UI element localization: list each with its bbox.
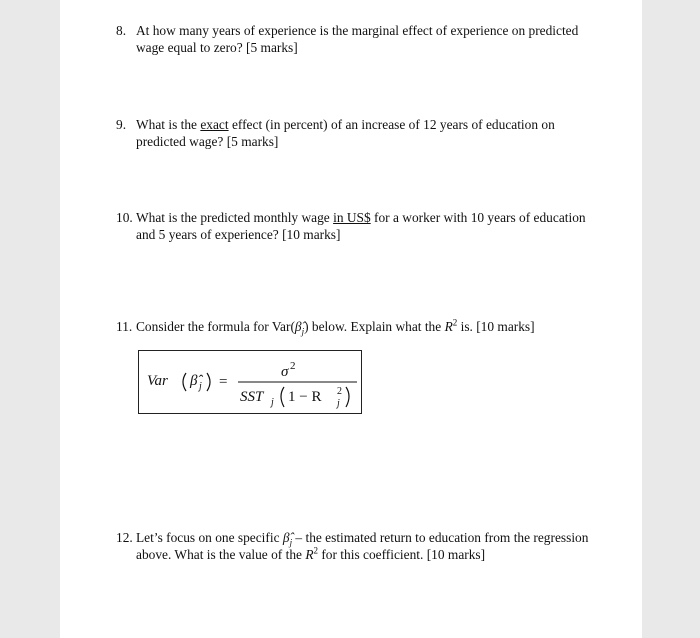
subscript-j: j	[301, 326, 305, 337]
text-part: ) below. Explain what the	[304, 319, 445, 334]
beta-hat-symbol: β̂	[282, 530, 290, 545]
question-line: predicted wage? [5 marks]	[136, 134, 279, 149]
question-number: 11.	[116, 319, 133, 334]
text-part: Consider the formula for Var(	[136, 319, 295, 334]
beta-hat-symbol: β̂	[294, 319, 302, 334]
question-line: At how many years of experience is the marginal effect of experience on predicted	[136, 23, 579, 38]
text-part: effect (in percent) of an increase of 12 years of education on	[228, 117, 555, 132]
question-line	[116, 209, 606, 226]
denom-right-paren	[346, 387, 349, 407]
formula-beta-sub: j	[199, 381, 202, 392]
question-number: 9.	[116, 117, 127, 132]
equals-sign: =	[219, 374, 228, 390]
question-8	[116, 22, 606, 56]
sigma-sup: 2	[290, 360, 296, 372]
text-part: What is the predicted monthly wage	[136, 210, 334, 225]
formula-beta: β̂	[190, 373, 198, 389]
question-line	[116, 546, 606, 563]
question-line	[116, 529, 606, 546]
question-line: wage equal to zero? [5 marks]	[136, 40, 298, 55]
text-part: for a worker with 10 years of education	[370, 210, 586, 225]
text-part: What is the	[136, 117, 201, 132]
question-line	[116, 116, 606, 133]
question-number: 10.	[116, 210, 133, 225]
text-part: – the estimated return to education from the regression	[292, 530, 589, 545]
question-11	[116, 318, 606, 335]
sst-label: SST	[240, 389, 264, 405]
question-12	[116, 529, 606, 563]
sst-sub: j	[271, 397, 274, 408]
question-10	[116, 209, 606, 243]
r-sup: 2	[337, 386, 342, 397]
text-part: above. What is the value of the	[136, 547, 306, 562]
underlined-text: in US$	[333, 210, 371, 225]
underlined-text: exact	[200, 117, 229, 132]
question-number: 8.	[116, 23, 127, 38]
r-symbol: R	[305, 547, 314, 562]
question-9	[116, 116, 606, 150]
document-page	[60, 0, 642, 638]
denom-left-paren	[281, 387, 284, 407]
variance-formula-box	[138, 350, 362, 414]
question-line	[116, 318, 606, 335]
superscript-2: 2	[452, 317, 458, 328]
question-number: 12.	[116, 530, 133, 545]
right-paren	[207, 373, 210, 391]
r-sub: j	[337, 398, 340, 409]
one-minus-r: 1 − R	[288, 389, 322, 405]
subscript-j: j	[289, 537, 293, 548]
text-part: for this coefficient. [10 marks]	[318, 547, 486, 562]
left-paren	[183, 373, 186, 391]
var-label: Var	[147, 373, 168, 389]
r-symbol: R	[444, 319, 453, 334]
question-line: and 5 years of experience? [10 marks]	[136, 227, 341, 242]
variance-formula	[139, 351, 361, 413]
text-part: Let’s focus on one specific	[136, 530, 283, 545]
sigma: σ	[281, 364, 289, 380]
superscript-2: 2	[313, 545, 318, 556]
text-part: is. [10 marks]	[457, 319, 535, 334]
